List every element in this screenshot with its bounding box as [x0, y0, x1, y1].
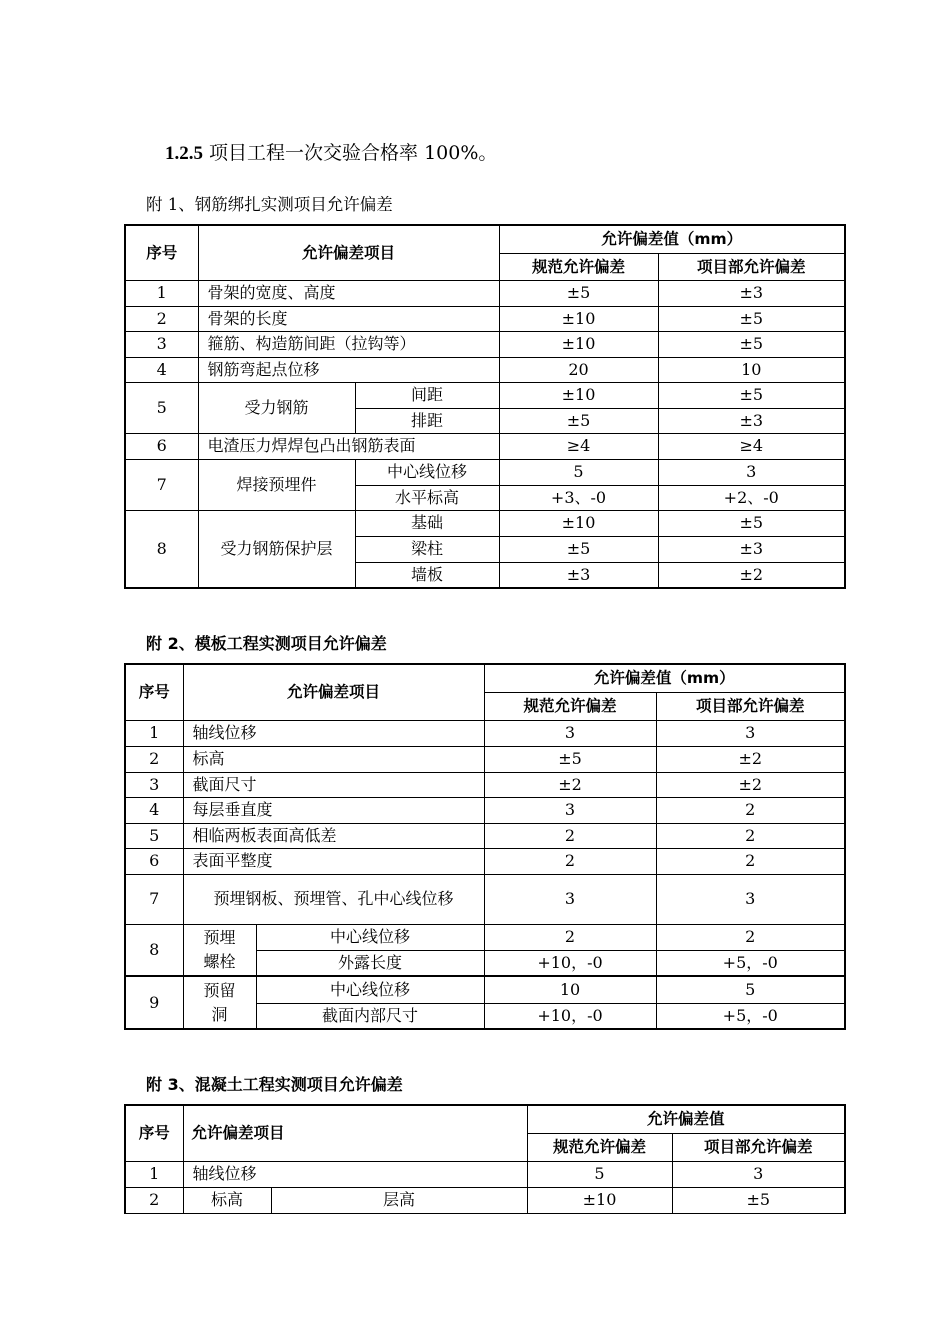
table-cell: 1 [125, 280, 198, 306]
table-cell: 3 [484, 874, 656, 924]
table-cell: 预埋螺栓 [183, 924, 256, 976]
table-cell: 8 [125, 510, 198, 588]
table-cell: ±10 [499, 306, 658, 331]
table-cell: 3 [484, 720, 656, 746]
table-cell: +5，-0 [656, 950, 845, 976]
table-cell: 6 [125, 848, 183, 874]
header-spec: 规范允许偏差 [527, 1133, 672, 1161]
table-cell: ±5 [499, 408, 658, 433]
table-cell: 2 [656, 848, 845, 874]
header-allowance: 允许偏差值（mm） [499, 225, 845, 253]
header-proj: 项目部允许偏差 [672, 1133, 845, 1161]
table-cell: 标高 [183, 1187, 271, 1213]
table-cell: 外露长度 [256, 950, 484, 976]
table-cell: 排距 [355, 408, 499, 433]
header-proj: 项目部允许偏差 [658, 253, 845, 280]
table-cell: 骨架的长度 [198, 306, 499, 331]
header-seq: 序号 [125, 664, 183, 720]
table-cell: ±10 [499, 382, 658, 408]
table-cell: ±5 [484, 746, 656, 772]
section-heading: 1.2.5 项目工程一次交验合格率 100%。 [165, 142, 498, 164]
table-cell: 20 [499, 357, 658, 382]
table-cell: 4 [125, 357, 198, 382]
table-cell: 受力钢筋保护层 [198, 510, 355, 588]
table-cell: 箍筋、构造筋间距（拉钩等） [198, 331, 499, 357]
table-cell: ±10 [499, 331, 658, 357]
table-cell: ±2 [484, 772, 656, 797]
header-spec: 规范允许偏差 [484, 692, 656, 720]
table-cell: 层高 [271, 1187, 527, 1213]
table-cell: 间距 [355, 382, 499, 408]
table-cell: 预留洞 [183, 976, 256, 1029]
table-row [125, 848, 845, 874]
table-cell: 10 [484, 976, 656, 1003]
table-cell: 8 [125, 924, 183, 976]
header-allowance: 允许偏差值 [527, 1105, 845, 1133]
table2-caption: 附 2、模板工程实测项目允许偏差 [146, 634, 387, 653]
table-cell: 1 [125, 1161, 183, 1187]
table-cell: +10，-0 [484, 1003, 656, 1029]
table-row [125, 1187, 845, 1213]
table-row [125, 720, 845, 746]
table-cell: ±10 [527, 1187, 672, 1213]
header-proj: 项目部允许偏差 [656, 692, 845, 720]
table-row [125, 331, 845, 357]
table-cell: 6 [125, 433, 198, 459]
table-cell: 2 [656, 823, 845, 848]
table1-caption: 附 1、钢筋绑扎实测项目允许偏差 [146, 195, 393, 214]
table-cell: 3 [672, 1161, 845, 1187]
table-row [125, 280, 845, 306]
table-row [125, 382, 845, 408]
table-cell: ±5 [672, 1187, 845, 1213]
table-cell: 3 [125, 331, 198, 357]
table-cell: 轴线位移 [183, 720, 484, 746]
table-cell: 2 [125, 306, 198, 331]
table-cell: 预埋钢板、预埋管、孔中心线位移 [183, 874, 484, 924]
table-cell: +3、-0 [499, 485, 658, 510]
table-cell: ≥4 [499, 433, 658, 459]
table-cell: 每层垂直度 [183, 797, 484, 823]
header-item: 允许偏差项目 [183, 664, 484, 720]
table-cell: ±3 [658, 408, 845, 433]
table-cell: ±5 [658, 382, 845, 408]
table-cell: 电渣压力焊焊包凸出钢筋表面 [198, 433, 499, 459]
table-cell: 中心线位移 [256, 924, 484, 950]
table-cell: 骨架的宽度、高度 [198, 280, 499, 306]
table-cell: 2 [656, 797, 845, 823]
table-cell: 受力钢筋 [198, 382, 355, 433]
table-cell: 基础 [355, 510, 499, 536]
table-cell: 4 [125, 797, 183, 823]
table-row [125, 874, 845, 924]
table-cell: 7 [125, 874, 183, 924]
table-cell: ±2 [656, 772, 845, 797]
table-row [125, 746, 845, 772]
table-cell: 2 [656, 924, 845, 950]
table-cell: 截面尺寸 [183, 772, 484, 797]
table-cell: ±10 [499, 510, 658, 536]
header-item: 允许偏差项目 [183, 1105, 527, 1161]
table-row [125, 1161, 845, 1187]
table-cell: 标高 [183, 746, 484, 772]
table-cell: +5，-0 [656, 1003, 845, 1029]
table-cell: 2 [484, 823, 656, 848]
table-row [125, 924, 845, 950]
table-cell: 2 [484, 848, 656, 874]
table-row [125, 772, 845, 797]
table-cell: 1 [125, 720, 183, 746]
table-row [125, 510, 845, 536]
table-cell: +10，-0 [484, 950, 656, 976]
table-cell: ±2 [658, 562, 845, 588]
table-cell: 相临两板表面高低差 [183, 823, 484, 848]
table-cell: 截面内部尺寸 [256, 1003, 484, 1029]
table-cell: ±5 [499, 280, 658, 306]
table-cell: 3 [658, 459, 845, 485]
table-cell: 轴线位移 [183, 1161, 527, 1187]
table-cell: 5 [656, 976, 845, 1003]
table-cell: 5 [527, 1161, 672, 1187]
table-row [125, 823, 845, 848]
formwork-tolerance-table [124, 663, 846, 1030]
table-cell: 钢筋弯起点位移 [198, 357, 499, 382]
table-cell: 水平标高 [355, 485, 499, 510]
table3-caption: 附 3、混凝土工程实测项目允许偏差 [146, 1075, 403, 1094]
table-row [125, 433, 845, 459]
table-cell: ±3 [499, 562, 658, 588]
table-cell: ±3 [658, 536, 845, 562]
table-cell: ±2 [656, 746, 845, 772]
table-cell: +2、-0 [658, 485, 845, 510]
table-row [125, 306, 845, 331]
concrete-tolerance-table [124, 1104, 846, 1214]
table-cell: 2 [484, 924, 656, 950]
table-cell: 梁柱 [355, 536, 499, 562]
table-cell: 中心线位移 [256, 976, 484, 1003]
header-spec: 规范允许偏差 [499, 253, 658, 280]
table-cell: 墙板 [355, 562, 499, 588]
table-cell: 中心线位移 [355, 459, 499, 485]
table-cell: 3 [484, 797, 656, 823]
table-cell: ±5 [658, 331, 845, 357]
table-cell: 5 [499, 459, 658, 485]
table-row [125, 976, 845, 1003]
table-cell: 3 [125, 772, 183, 797]
header-allowance: 允许偏差值（mm） [484, 664, 845, 692]
header-item: 允许偏差项目 [198, 225, 499, 280]
header-seq: 序号 [125, 1105, 183, 1161]
table-cell: 10 [658, 357, 845, 382]
table-cell: 2 [125, 1187, 183, 1213]
table-cell: 5 [125, 382, 198, 433]
table-cell: 表面平整度 [183, 848, 484, 874]
header-seq: 序号 [125, 225, 198, 280]
table-cell: ±5 [658, 510, 845, 536]
table-row [125, 459, 845, 485]
table-cell: 7 [125, 459, 198, 510]
table-cell: 3 [656, 874, 845, 924]
table-row [125, 357, 845, 382]
table-cell: 5 [125, 823, 183, 848]
table-cell: ±5 [499, 536, 658, 562]
table-row [125, 797, 845, 823]
table-cell: 9 [125, 976, 183, 1029]
table-cell: ±3 [658, 280, 845, 306]
table-cell: ≥4 [658, 433, 845, 459]
table-cell: 3 [656, 720, 845, 746]
rebar-tolerance-table [124, 224, 846, 589]
table-cell: 焊接预埋件 [198, 459, 355, 510]
table-cell: ±5 [658, 306, 845, 331]
table-cell: 2 [125, 746, 183, 772]
